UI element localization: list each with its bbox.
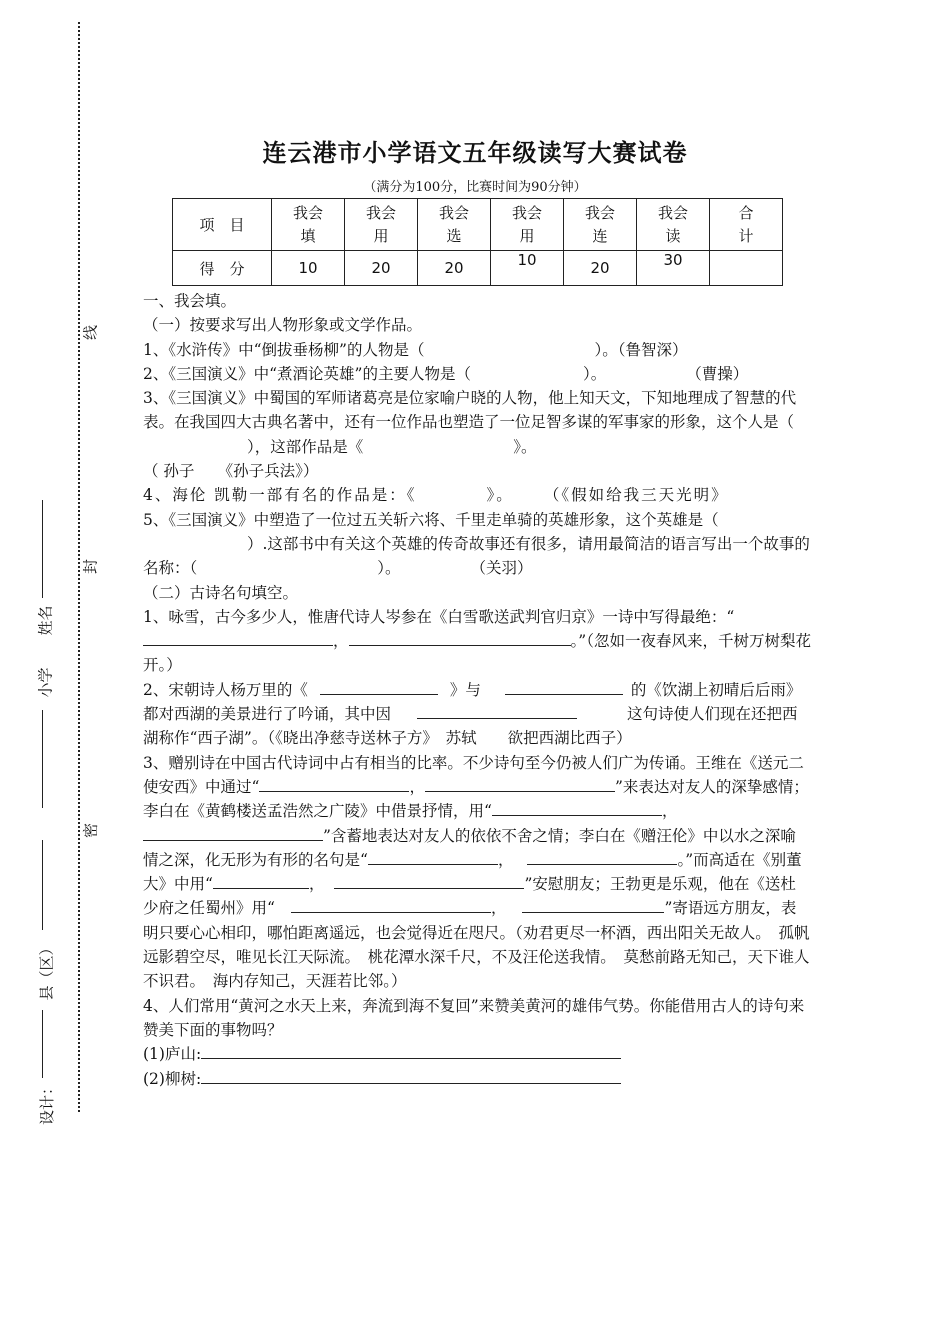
poem-question-4-1: (1)庐山:: [143, 1042, 811, 1066]
poem-question-2: 2、宋朝诗人杨万里的《 》与 的《饮湖上初晴后后雨》都对西湖的美景进行了吟诵，其中因 这句诗使人们现在还把西湖称作“西子湖”。（《晓出净慈寺送林子方》 苏轼 欲把西湖比西子）: [143, 678, 811, 751]
answer-blank[interactable]: [527, 848, 677, 865]
question-5: 5、《三国演义》中塑造了一位过五关斩六将、千里走单骑的英雄形象，这个英雄是（）.这部书中有关这个英雄的传奇故事还有很多，请用最简洁的语言写出一个故事的名称：（ ）。 （关羽）: [143, 510, 810, 578]
county-underline: [42, 840, 43, 930]
seal-char-tight: 密: [81, 823, 100, 839]
name-underline: [42, 500, 43, 598]
poem-question-1: 1、咏雪，古今多少人，惟唐代诗人岑参在《白雪歌送武判官归京》一诗中写得最绝：“， 。”（忽如一夜春风来，千树万树梨花开。）: [143, 607, 811, 675]
row-header-score: 得 分: [173, 251, 272, 286]
question-2: 2、《三国演义》中“煮酒论英雄”的主要人物是（ ）。 （曹操）: [143, 364, 749, 383]
poem-question-4-2: (2)柳树:: [143, 1067, 811, 1091]
row-header-item: 项 目: [173, 199, 272, 251]
poem-question-4: 4、人们常用“黄河之水天上来，奔流到海不复回”来赞美黄河的雄伟气势。你能借用古人的诗句来赞美下面的事物吗？: [143, 996, 805, 1039]
col-header: 我会 读: [637, 199, 710, 251]
answer-blank[interactable]: [143, 824, 323, 841]
school-underline: [42, 710, 43, 808]
answer-blank[interactable]: [201, 1042, 621, 1059]
part-heading-2: （二）古诗名句填空。: [143, 583, 299, 602]
col-header: 我会 填: [272, 199, 345, 251]
answer-blank[interactable]: [522, 896, 664, 913]
label-designer: 设计：: [38, 1079, 57, 1126]
answer-blank[interactable]: [349, 629, 571, 646]
score-cell: 30: [637, 251, 710, 286]
answer-blank[interactable]: [259, 775, 409, 792]
score-cell: 20: [418, 251, 491, 286]
answer-blank[interactable]: [425, 775, 615, 792]
answer-blank[interactable]: [505, 678, 623, 695]
score-table: [172, 198, 783, 286]
answer-blank[interactable]: [334, 872, 524, 889]
page-subtitle: （满分为100分，比赛时间为90分钟）: [363, 180, 587, 195]
label-county: 县（区）: [37, 940, 56, 1001]
col-header: 我会 连: [564, 199, 637, 251]
col-header: 我会 用: [491, 199, 564, 251]
answer-blank[interactable]: [143, 629, 333, 646]
answer-blank[interactable]: [417, 702, 577, 719]
answer-blank[interactable]: [492, 799, 662, 816]
score-cell: 10: [491, 251, 564, 286]
label-name: 姓名: [36, 605, 55, 636]
score-value-row: [173, 251, 783, 286]
designer-underline: [42, 1010, 43, 1078]
col-header: 我会 用: [345, 199, 418, 251]
score-cell: 20: [345, 251, 418, 286]
part-heading-1: （一）按要求写出人物形象或文学作品。: [143, 316, 423, 335]
col-header-total: 合 计: [710, 199, 783, 251]
score-cell: 20: [564, 251, 637, 286]
exam-content: [143, 289, 811, 1091]
question-4: 4、海伦 凯勒一部有名的作品是：《 》。 （《假如给我三天光明》: [143, 486, 729, 505]
label-school: 小学: [36, 667, 55, 698]
section-heading: 一、我会填。: [143, 292, 237, 310]
question-3: 3、《三国演义》中蜀国的军师诸葛亮是位家喻户晓的人物，他上知天文，下知地理成了智慧的代表。在我国四大古典名著中，还有一位作品也塑造了一位足智多谋的军事家的形象，这个人是（），这部作品是《 》。 （ 孙子 《孙子兵法》）: [143, 389, 797, 481]
col-header: 我会 选: [418, 199, 491, 251]
answer-blank[interactable]: [201, 1067, 621, 1084]
seal-char-line: 线: [81, 325, 100, 341]
answer-blank[interactable]: [368, 848, 498, 865]
question-1: 1、《水浒传》中“倒拔垂杨柳”的人物是（ ）。（鲁智深）: [143, 340, 688, 359]
score-cell: 10: [272, 251, 345, 286]
answer-blank[interactable]: [320, 678, 438, 695]
poem-question-3: 3、赠别诗在中国古代诗词中占有相当的比率。不少诗句至今仍被人们广为传诵。王维在《送元二使安西》中通过“ ， ”来表达对友人的深挚感情；李白在《黄鹤楼送孟浩然之广陵》中借景抒情，用“ ，”含蓄地表达对友人的依依不舍之情；李白在《赠汪伦》中以水之深喻情之深，化无形为有形的名句是“ ， 。”而高适在《别董大》中用“ ， ”安慰朋友；王勃更是乐观，他在《送杜少府之任蜀州》用“ ， ”寄语远方朋友，表明只要心心相印，哪怕距离遥远，也会觉得近在咫尺。（劝君更尽一杯酒，西出阳关无故人。 孤帆远影碧空尽，唯见长江天际流。 桃花潭水深千尺，不及汪伦送我情。 莫愁前路无知己，天下谁人不识君。 海内存知己，天涯若比邻。）: [143, 753, 810, 991]
seal-char-seal: 封: [81, 559, 100, 575]
answer-blank[interactable]: [213, 872, 309, 889]
answer-blank[interactable]: [291, 896, 491, 913]
score-header-row: [173, 199, 783, 251]
page-title: 连云港市小学语文五年级读写大赛试卷: [262, 139, 688, 167]
score-cell-total: [710, 251, 783, 286]
